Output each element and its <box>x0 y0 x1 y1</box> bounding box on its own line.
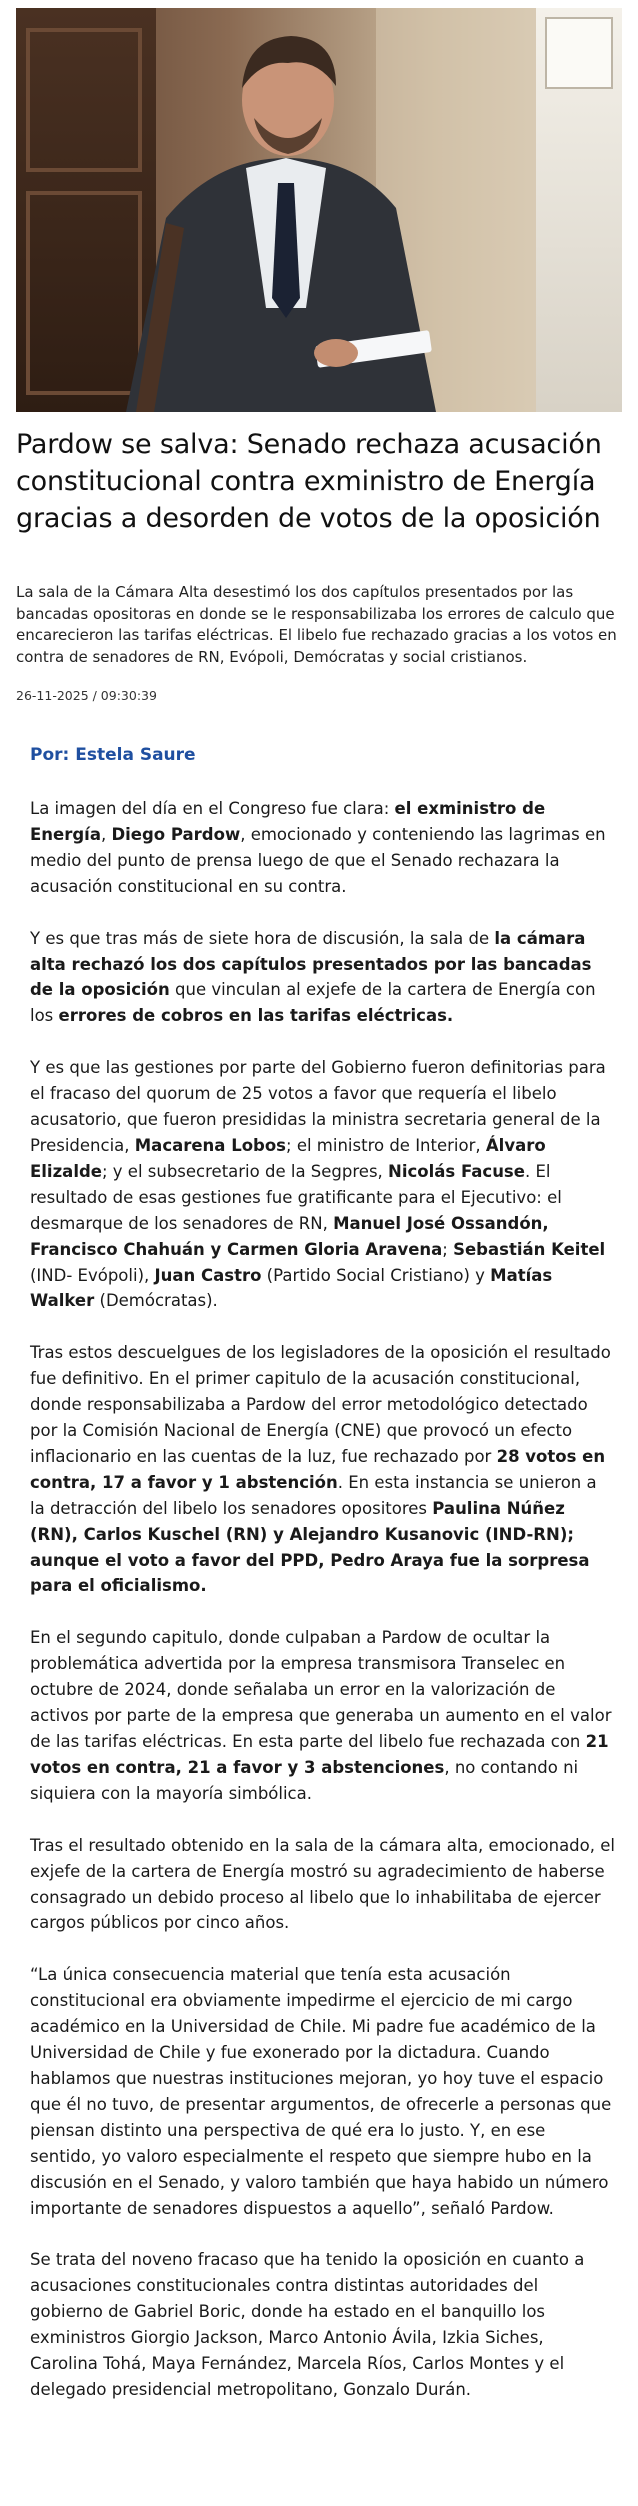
article-paragraph <box>30 1625 615 1806</box>
text-run: (Partido Social Cristiano) y <box>261 1265 491 1285</box>
article-paragraph <box>30 796 615 900</box>
text-run: ; <box>442 1239 454 1259</box>
publish-datetime: 26-11-2025 / 09:30:39 <box>16 688 157 703</box>
bold-text-run: Diego Pardow <box>111 824 241 844</box>
text-run: En el segundo capitulo, donde culpaban a Pardow de ocultar la problemática advertida por la empresa transmisora Transelec en octubre de 2024, donde señalaba un error en la valorización de activos por parte de la empresa que generaba un aumento en el valor de las tarifas eléctricas. En esta parte del libelo fue rechazada con <box>30 1628 612 1751</box>
article-body <box>30 742 615 2429</box>
bold-text-run: Manuel José Ossandón, Francisco Chahuán y Carmen Gloria Aravena <box>30 1213 549 1259</box>
text-run: (Demócratas). <box>94 1291 218 1311</box>
text-run: Tras el resultado obtenido en la sala de la cámara alta, emocionado, el exjefe de la cartera de Energía mostró su agradecimiento de haberse consagrado un debido proceso al libelo que lo inhabilitaba de ejercer cargos públicos por cinco años. <box>30 1835 615 1933</box>
text-run: , emocionado y conteniendo las lagrimas en medio del punto de prensa luego de que el Senado rechazara la acusación constitucional en su contra. <box>30 824 606 896</box>
article-paragraph <box>30 2247 615 2402</box>
article-paragraph <box>30 1833 615 1937</box>
bold-text-run: 21 votos en contra, 21 a favor y 3 abstenciones <box>30 1732 609 1777</box>
article-paragraph <box>30 926 615 1030</box>
author-byline[interactable]: Por: Estela Saure <box>30 745 196 765</box>
bold-text-run: Juan Castro <box>154 1265 262 1285</box>
text-run: . El resultado de esas gestiones fue gratificante para el Ejecutivo: el desmarque de los senadores de RN, <box>30 1161 562 1233</box>
text-run: La imagen del día en el Congreso fue clara: <box>30 799 395 818</box>
hero-photo-illustration <box>16 8 622 412</box>
text-run: (IND- Evópoli), <box>30 1265 155 1285</box>
text-run: Y es que las gestiones por parte del Gobierno fueron definitorias para el fracaso del quorum de 25 votos a favor que requería el libelo acusatorio, que fueron presididas la ministra secretaria general de la Presidencia, <box>30 1058 606 1155</box>
article-headline: Pardow se salva: Senado rechaza acusación constitucional contra exministro de Energía gracias a desorden de votos de la oposición <box>16 429 602 534</box>
bold-text-run: la cámara alta rechazó los dos capítulos presentados por las bancadas de la oposición <box>30 928 592 1000</box>
bold-text-run: Nicolás Facuse <box>388 1161 525 1181</box>
article-paragraph <box>30 1055 615 1314</box>
bold-text-run: Paulina Núñez (RN), Carlos Kuschel (RN) y Alejandro Kusanovic (IND-RN); aunque el voto a favor del PPD, Pedro Araya fue la sorpresa para el oficialismo. <box>30 1498 590 1596</box>
bold-text-run: errores de cobros en las tarifas eléctricas. <box>58 1006 454 1026</box>
hero-photo <box>16 8 622 412</box>
text-run: “La única consecuencia material que tenía esta acusación constitucional era obviamente impedirme el ejercicio de mi cargo académico en la Universidad de Chile. Mi padre fue académico de la Universidad de Chile y fue exonerado por la dictadura. Cuando hablamos que nuestras instituciones mejoran, yo hoy tuve el espacio que él no tuvo, de presentar argumentos, de ofrecerle a personas que piensan distinto una perspectiva de qué era lo justo. Y, en ese sentido, yo valoro especialmente el respeto que siempre hubo en la discusión en el Senado, y valoro también que haya habido un número importante de senadores dispuestos a aquello”, señaló Pardow. <box>30 1965 612 2218</box>
bold-text-run: Macarena Lobos <box>134 1135 287 1155</box>
bold-text-run: Matías Walker <box>30 1265 553 1311</box>
text-run: , <box>100 824 112 844</box>
text-run: ; el ministro de Interior, <box>286 1135 486 1155</box>
bold-text-run: el exministro de Energía <box>30 799 546 844</box>
bold-text-run: Sebastián Keitel <box>453 1239 606 1259</box>
text-run: . En esta instancia se unieron a la detracción del libelo los senadores opositores <box>30 1472 597 1518</box>
text-run: ; y el subsecretario de la Segpres, <box>101 1161 389 1181</box>
bold-text-run: 28 votos en contra, 17 a favor y 1 abstención <box>30 1446 606 1492</box>
article-paragraph <box>30 1340 615 1599</box>
text-run: que vinculan al exjefe de la cartera de Energía con los <box>30 980 596 1026</box>
text-run: Tras estos descuelgues de los legisladores de la oposición el resultado fue definitivo. En el primer capitulo de la acusación constitucional, donde responsabilizaba a Pardow del error metodológico detectado por la Comisión Nacional de Energía (CNE) que provocó un efecto inflacionario en las cuentas de la luz, fue rechazado por <box>30 1343 611 1466</box>
bold-text-run: Álvaro Elizalde <box>30 1135 546 1181</box>
text-run: Y es que tras más de siete hora de discusión, la sala de <box>30 928 495 948</box>
article-lead: La sala de la Cámara Alta desestimó los dos capítulos presentados por las bancadas opositoras en donde se le responsabilizaba los errores de calculo que encarecieron las tarifas eléctricas. El libelo fue rechazado gracias a los votos en contra de senadores de RN, Evópoli, Demócratas y social cristianos. <box>16 583 617 666</box>
text-run: Se trata del noveno fracaso que ha tenido la oposición en cuanto a acusaciones constitucionales contra distintas autoridades del gobierno de Gabriel Boric, donde ha estado en el banquillo los exministros Giorgio Jackson, Marco Antonio Ávila, Izkia Siches, Carolina Tohá, Maya Fernández, Marcela Ríos, Carlos Montes y el delegado presidencial metropolitano, Gonzalo Durán. <box>30 2250 585 2399</box>
text-run: , no contando ni siquiera con la mayoría simbólica. <box>30 1757 579 1803</box>
article-paragraph <box>30 1962 615 2221</box>
